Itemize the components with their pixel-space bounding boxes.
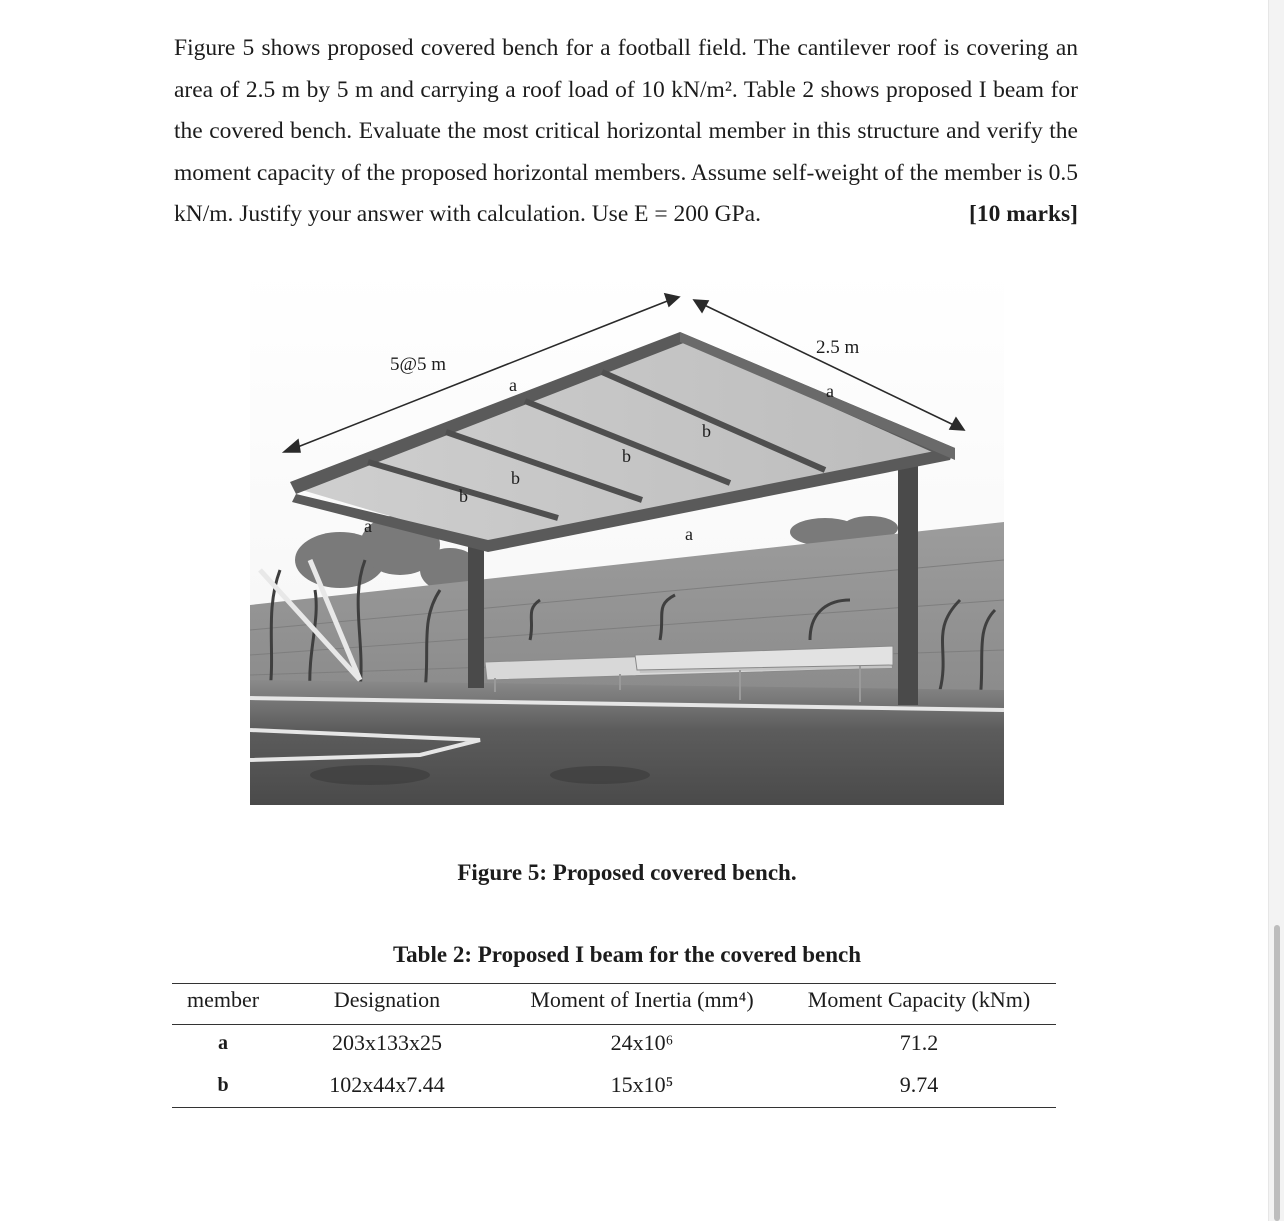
label-width: 2.5 m [816,337,860,358]
header-moment-of-inertia: Moment of Inertia (mm⁴) [530,987,754,1012]
table-rule-header [172,1024,1056,1025]
table-rule-bottom [172,1107,1056,1108]
label-b-4: b [702,421,711,441]
header-moment-capacity: Moment Capacity (kNm) [807,987,1031,1012]
label-length: 5@5 m [390,354,447,375]
row-b-member: b [217,1074,229,1096]
row-a-inertia: 24x10⁶ [610,1030,674,1055]
label-a-right: a [826,381,834,401]
marks-label: [10 marks] [969,201,1078,227]
table-title: Table 2: Proposed I beam for the covered bench [392,942,862,967]
row-a-capacity: 71.2 [899,1030,939,1055]
row-b-capacity: 9.74 [899,1072,939,1097]
table-rule-top [172,983,1056,984]
figure-covered-bench [250,270,1004,805]
question-text [174,28,1078,236]
label-a-top: a [509,375,517,395]
figure-caption: Figure 5: Proposed covered bench. [457,860,797,885]
header-designation: Designation [333,987,441,1012]
row-b-inertia: 15x10⁵ [610,1072,674,1097]
row-b-designation: 102x44x7.44 [329,1072,445,1097]
column-right [898,460,918,705]
scrollbar-thumb[interactable] [1274,925,1280,1221]
row-a-member: a [218,1032,228,1054]
covered-bench-photo [250,270,1004,805]
question-body: Figure 5 shows proposed covered bench for a football field. The cantilever roof is covering an area of 2.5 m by 5 m and carrying a roof load of 10 kN/m². Table 2 shows proposed I beam for the covered bench. Evaluate the most critical horizontal member in this structure and verify the moment capacity of the proposed horizontal members. Assume self-weight of the member is 0.5 kN/m. Justify your answer with calculation. Use E = 200 GPa. [174,35,1078,227]
column-left [468,538,484,688]
label-a-front: a [685,524,693,544]
label-b-1: b [459,486,468,506]
label-a-left: a [364,516,372,536]
header-member: member [186,987,260,1012]
row-a-designation: 203x133x25 [332,1030,442,1055]
label-b-3: b [622,446,631,466]
label-b-2: b [511,468,520,488]
